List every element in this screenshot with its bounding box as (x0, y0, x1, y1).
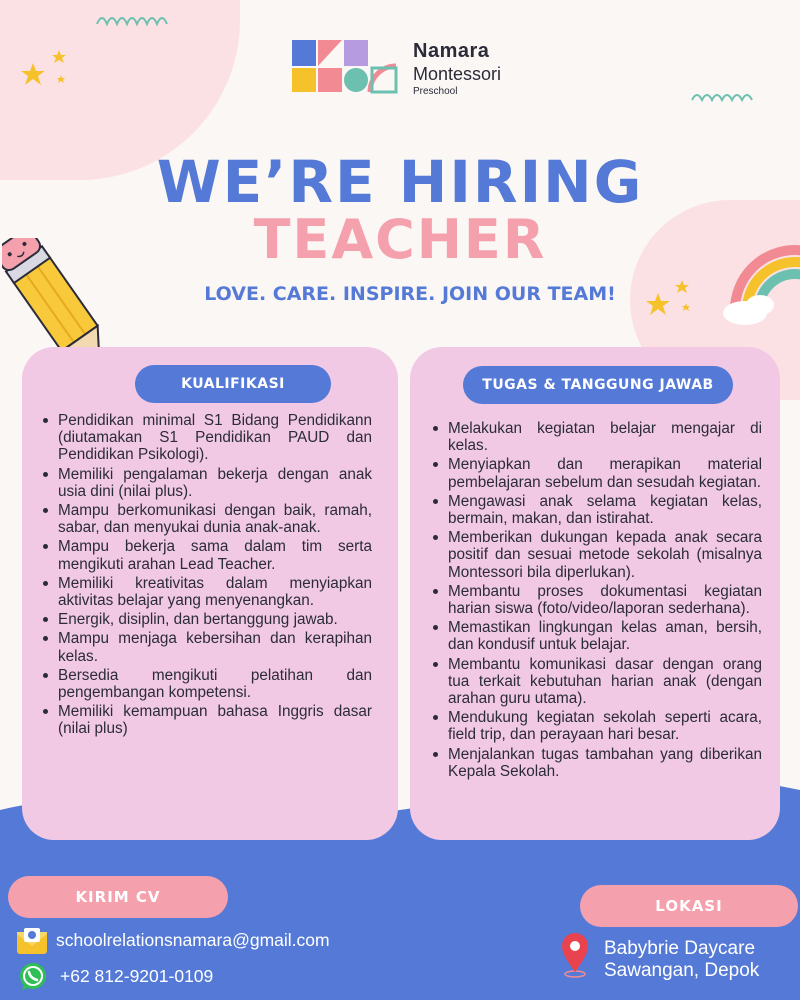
list-item: Memiliki pengalaman bekerja dengan anak usia dini (nilai plus). (40, 466, 372, 500)
list-item: Membantu proses dokumentasi kegiatan harian siswa (foto/video/laporan sederhana). (430, 583, 762, 617)
star-icon (640, 275, 700, 325)
location-label: LOKASI (580, 885, 798, 927)
location-address (604, 938, 759, 982)
phone-number[interactable]: +62 812-9201-0109 (60, 966, 214, 986)
email-icon (16, 926, 48, 956)
logo-mark-icon (292, 38, 400, 94)
location-line-2: Sawangan, Depok (604, 960, 760, 981)
list-item: Mampu menjaga kebersihan dan kerapihan kelas. (40, 630, 372, 664)
list-item: Mendukung kegiatan sekolah seperti acara, field trip, dan perayaan hari besar. (430, 709, 762, 743)
star-icon (15, 45, 75, 95)
send-cv-label: KIRIM CV (8, 876, 228, 918)
list-item: Memastikan lingkungan kelas aman, bersih, dan kondusif untuk belajar. (430, 619, 762, 653)
list-item: Menjalankan tugas tambahan yang diberikan Kepala Sekolah. (430, 746, 762, 780)
qualifications-title: KUALIFIKASI (135, 365, 331, 403)
brand-small-text: Preschool (413, 86, 458, 97)
list-item: Mampu bekerja sama dalam tim serta mengikuti arahan Lead Teacher. (40, 538, 372, 572)
qualifications-list (40, 412, 372, 740)
location-pin-icon (560, 932, 590, 978)
squiggle-decoration (690, 88, 760, 104)
email-link[interactable]: schoolrelationsnamara@gmail.com (56, 930, 330, 950)
list-item: Energik, disiplin, dan bertanggung jawab. (40, 611, 372, 628)
duties-title: TUGAS & TANGGUNG JAWAB (463, 366, 733, 404)
brand-subtitle: Montessori (413, 64, 502, 84)
headline-hiring: WE’RE HIRING (156, 148, 644, 216)
whatsapp-icon (18, 962, 48, 992)
headline-teacher: TEACHER (253, 208, 547, 271)
list-item: Menyiapkan dan merapikan material pembelajaran sebelum dan sesudah kegiatan. (430, 456, 762, 490)
list-item: Mampu berkomunikasi dengan baik, ramah, sabar, dan menyukai dunia anak-anak. (40, 502, 372, 536)
list-item: Pendidikan minimal S1 Bidang Pendidikann (diutamakan S1 Pendidikan PAUD dan Pendidikan Psikologi). (40, 412, 372, 464)
tagline: LOVE. CARE. INSPIRE. JOIN OUR TEAM! (204, 283, 616, 305)
list-item: Melakukan kegiatan belajar mengajar di kelas. (430, 420, 762, 454)
list-item: Bersedia mengikuti pelatihan dan pengembangan kompetensi. (40, 667, 372, 701)
brand-logo (292, 38, 522, 98)
list-item: Mengawasi anak selama kegiatan kelas, bermain, makan, dan istirahat. (430, 493, 762, 527)
list-item: Memberikan dukungan kepada anak secara positif dan sesuai metode sekolah (misalnya Montessori bila diperlukan). (430, 529, 762, 581)
brand-name: Namara (413, 40, 490, 62)
list-item: Memiliki kreativitas dalam menyiapkan aktivitas belajar yang menyenangkan. (40, 575, 372, 609)
list-item: Memiliki kemampuan bahasa Inggris dasar (nilai plus) (40, 703, 372, 737)
location-line-1: Babybrie Daycare (604, 938, 756, 959)
duties-list (430, 420, 762, 782)
squiggle-decoration (95, 12, 175, 28)
list-item: Membantu komunikasi dasar dengan orang tua terkait kebutuhan harian anak (dengan arahan guru utama). (430, 656, 762, 708)
